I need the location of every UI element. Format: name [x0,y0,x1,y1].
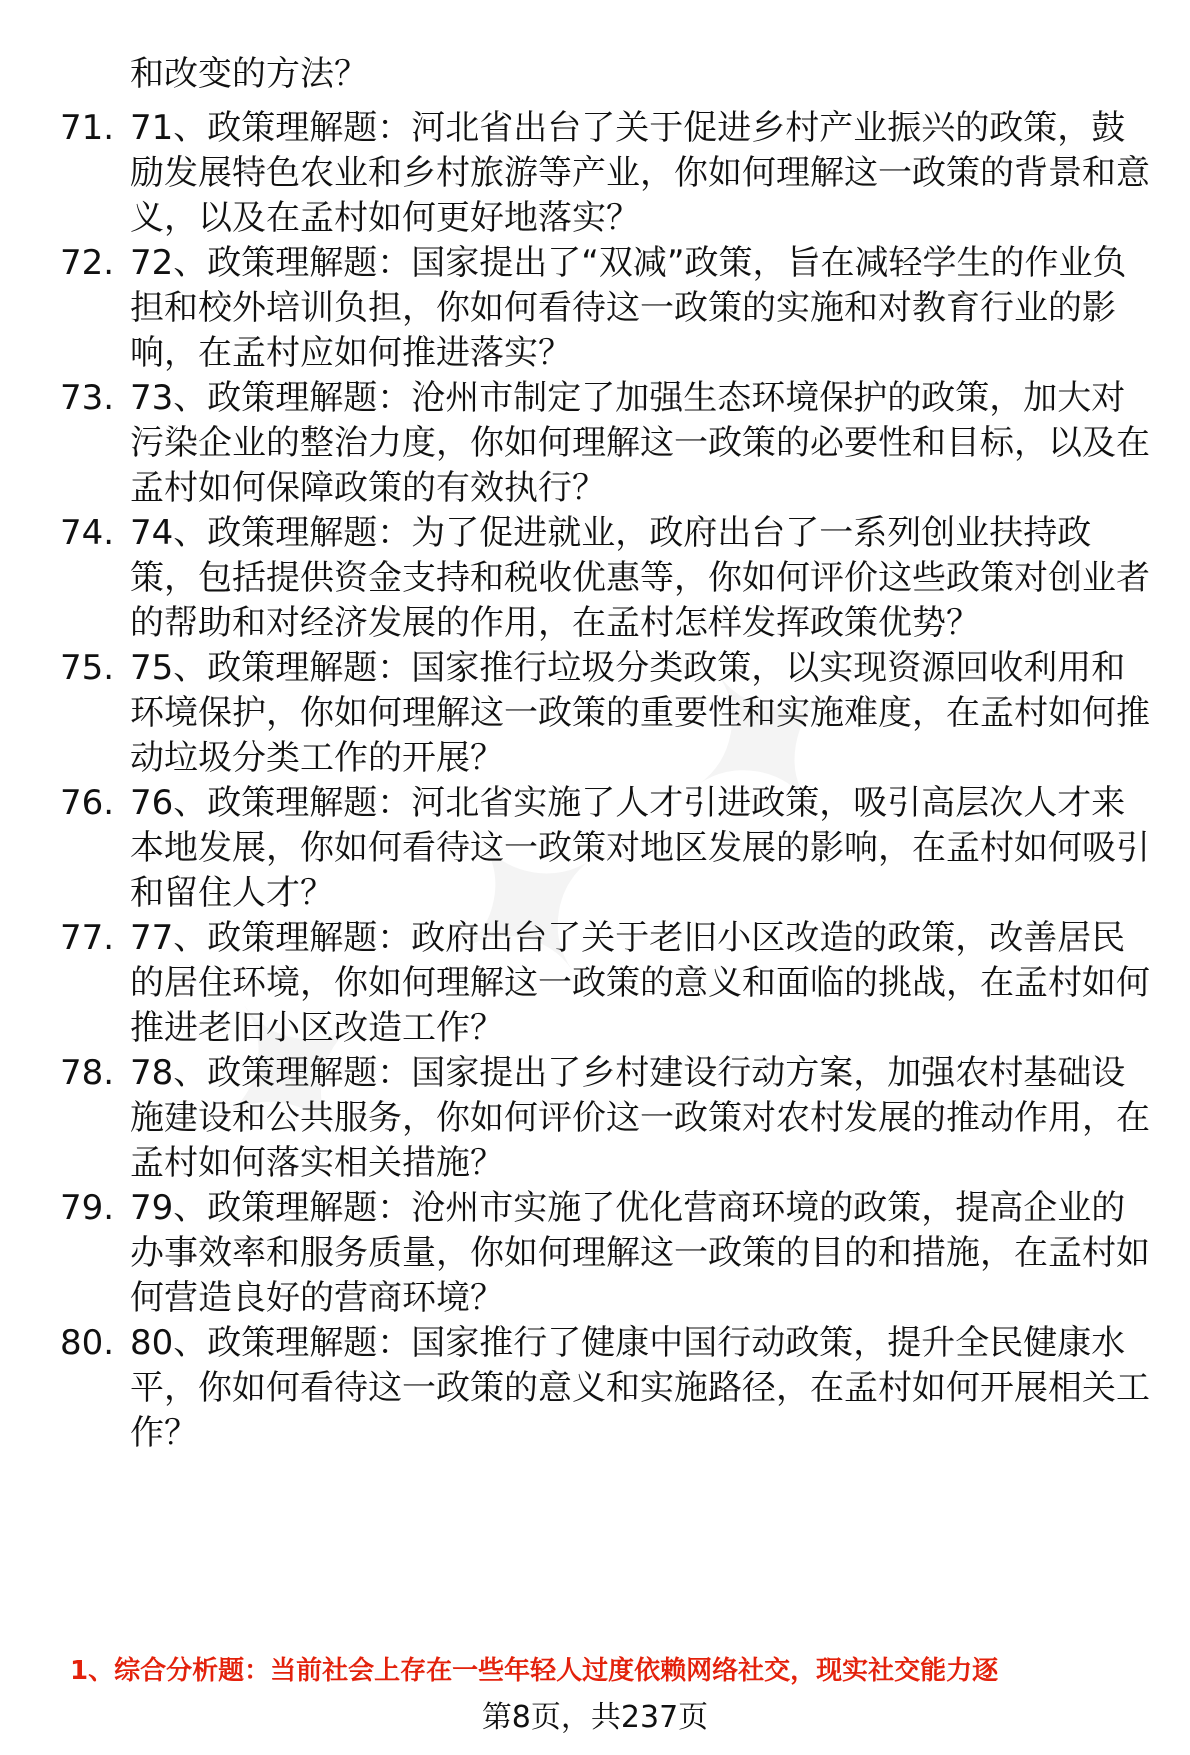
question-number: 75. [60,648,115,688]
question-text: 71、政策理解题：河北省出台了关于促进乡村产业振兴的政策，鼓励发展特色农业和乡村旅游等产业，你如何理解这一政策的背景和意义，以及在孟村如何更好地落实？ [130,108,1150,238]
question-text: 73、政策理解题：沧州市制定了加强生态环境保护的政策，加大对污染企业的整治力度，你如何理解这一政策的必要性和目标，以及在孟村如何保障政策的有效执行？ [130,378,1150,508]
question-number: 80. [60,1323,115,1363]
question-text: 74、政策理解题：为了促进就业，政府出台了一系列创业扶持政策，包括提供资金支持和税收优惠等，你如何评价这些政策对创业者的帮助和对经济发展的作用，在孟村怎样发挥政策优势？ [130,513,1150,643]
question-number: 74. [60,513,115,553]
question-number: 78. [60,1053,115,1093]
page-number: 第8页，共237页 [481,1700,709,1735]
question-number: 76. [60,783,115,823]
question-text: 80、政策理解题：国家推行了健康中国行动政策，提升全民健康水平，你如何看待这一政策的意义和实施路径，在孟村如何开展相关工作？ [130,1323,1150,1453]
question-number: 72. [60,243,115,283]
question-text: 76、政策理解题：河北省实施了人才引进政策，吸引高层次人才来本地发展，你如何看待这一政策对地区发展的影响，在孟村如何吸引和留住人才？ [130,783,1150,913]
question-text: 75、政策理解题：国家推行垃圾分类政策，以实现资源回收利用和环境保护，你如何理解这一政策的重要性和实施难度，在孟村如何推动垃圾分类工作的开展？ [130,648,1150,778]
question-number: 73. [60,378,115,418]
question-text: 78、政策理解题：国家提出了乡村建设行动方案，加强农村基础设施建设和公共服务，你如何评价这一政策对农村发展的推动作用，在孟村如何落实相关措施？ [130,1053,1150,1183]
question-text: 77、政策理解题：政府出台了关于老旧小区改造的政策，改善居民的居住环境，你如何理解这一政策的意义和面临的挑战，在孟村如何推进老旧小区改造工作？ [130,918,1150,1048]
question-text: 72、政策理解题：国家提出了“双减”政策，旨在减轻学生的作业负担和校外培训负担，你如何看待这一政策的实施和对教育行业的影响，在孟村应如何推进落实？ [130,243,1127,373]
question-number: 79. [60,1188,115,1228]
question-text: 79、政策理解题：沧州市实施了优化营商环境的政策，提高企业的办事效率和服务质量，你如何理解这一政策的目的和措施，在孟村如何营造良好的营商环境？ [130,1188,1150,1318]
question-number: 77. [60,918,115,958]
next-section-question: 1、综合分析题：当前社会上存在一些年轻人过度依赖网络社交，现实社交能力逐 [70,1656,999,1686]
continuation-text: 和改变的方法？ [130,54,368,94]
question-number: 71. [60,108,115,148]
